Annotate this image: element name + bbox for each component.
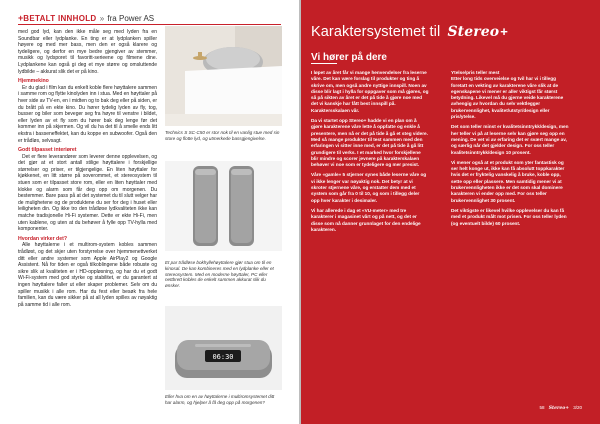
right-column-b: [451, 70, 569, 231]
technics-speaker-photo: [165, 26, 282, 126]
body-paragraph: Det er flere leverandører som leverer denne opplevelsen, og det gjør at et stort antall stilige høyttalere i forskjellige størrelser og priser, er tilgjengelige. En liten høyttaler for kjøkkenet, en litt større på soverommet, et stereosystem til stuen som er tilpasset store rom, eller en liten høyttaler med klokke og alarm som får deg opp om morgenen. Du bestemmer. Bare pass på at det systemet du til slutt velger har de mulighetene og de produktene du ser for deg i huset eller leiligheten din. Og ikke tro den trådløse lydkvaliteten ikke kan matche tradisjonelle Hi-Fi systemer. Dette er ekte Hi-Fi, men uten kablene, og uten at du behøver å fylle opp TV-hylla med komponenter.: [18, 153, 157, 233]
article-subtitle: Vi hører på dere: [311, 52, 387, 63]
subheading: Hvordan virker det?: [18, 235, 68, 242]
article-body: [18, 29, 157, 308]
footer-logo: Stereo+: [548, 406, 569, 411]
photo-caption: Eller hva om en av høyttalerne i multiromsystemet ditt har alarm, og hjelper å få deg opp på morgenen?: [165, 394, 275, 405]
article-title: [311, 24, 508, 40]
header-subtitle: fra Power AS: [107, 14, 155, 23]
right-page: [301, 0, 600, 424]
left-page: [0, 0, 299, 424]
logo-plus-mark: +: [500, 24, 508, 39]
bookshelf-speakers-illustration: [165, 161, 282, 251]
subheading: Ytelse/pris teller mest: [451, 70, 500, 75]
body-paragraph: med god lyd, kan den ikke måle seg med lyden fra en Soundbar eller lydplanke. En ting er at lydplanken spiller høyere og med mer bass, men den er også klarere og tydeligere, og derfor en mye bedre gjengiver av stemmer, musikk og lydsporet til favoritt-serieene og filmene dine. Lydplankene kan også gi deg et mye større og omsluttende lydbilde – akkurat slik det er på kino.: [18, 29, 157, 75]
body-paragraph: Vi mener også at et produkt som yter fantastisk og ser helt konge ut, ikke kan få absolutt toppkarakter hvis det er fryktelig vanskelig å bruke, koble opp, sette opp eller plassere. Men samtidig mener vi at brukervennligheten ikke er det som skal dominere karakteren vi ender opp med. For oss teller brukervennlighet 30 prosent.: [451, 159, 565, 203]
clock-speaker-photo: [165, 306, 282, 390]
body-paragraph: Det viktigste er likevel hvilke opplevelser du kan få med et produkt målt mot prisen. For oss teller lyden (og eventuelt bilde) 60 prosent.: [451, 207, 567, 226]
bookshelf-speakers-photo: [165, 161, 282, 251]
subtitle-rule: [311, 63, 337, 64]
body-paragraph: Det som teller minst er kvalitetsinntrykk/design, men her teller vi på at leserne selv kan gjøre seg opp en mening. De vet vi av erfaring det er svært mange av, og særlig når det gjelder design. For oss teller kvalitetsinntrykk/design 10 prosent.: [451, 124, 569, 155]
body-paragraph: Er du glad i film kan du enkelt koble flere høyttalere sammen i samme rom og flytte kinolyden inn i stua. Med en høyttaler på hver side av TV-en, en i midten og to bak deg eller på siden, er du brått på en ekte kino. Du hører tydelig lyden av fly, tog, busser og biler som beveger seg fra høyre til venstre i bildet, eller lyden av et fly som du hører bak deg lenge før det kommer inn på skjermen. Og vil du ha det til å smelle ends litt ekstra i basseneffektet, kan du koppe en subwoofer. Også den er trådløs, selvsagt.: [18, 84, 157, 144]
page-footer: [539, 405, 582, 411]
header-title: BETALT INNHOLD: [23, 14, 97, 23]
photo-caption: Technics S SC-C50 er stor nok til en vanlig stue med sin store og flotte lyd, og utmerkede bassgjengivelse.: [165, 130, 280, 141]
clock-time-display: 06:30: [212, 353, 234, 361]
body-paragraph: Våre «gamle» 5 stjerner synes både leserne våre og vi ikke lenger var nøyaktig nok. Det betyr at vi skroter stjernene våre, og erstatter dem med et system som går fra 0 til 10, og som i tillegg deler opp hver karakter i desimaler.: [311, 172, 427, 203]
body-paragraph: Alle høyttalerne i et multirom-system kobles sammen trådløst, og det skjer uten forstyrrelse over hjemmenettverket ditt eller andre systemer som Apple AirPlay2 og Google Assistent. Nå for tiden er også tilkoblingene både robuste og sikre slik at kvaliteten er i HD-oppløsning, og har du et godt Wi-Fi-system med god styrke og stabilitet, er du garantert at ingen høyttalere faller ut eller skaper problemer. Selv om du spiller musikk i alle rom. Har du fest eller besøk fra hele familien, kan du være sikker på at all lyden spilles av nøyaktig på samme tid i alle rom.: [18, 242, 157, 308]
body-paragraph: Vi har allerede i dag et «VU-meter» med tre karakterer i magasinet vårt og på nett, og det er disse som nå danner grunnlaget for den endelige karakteren.: [311, 207, 421, 232]
section-header: [18, 13, 154, 23]
issue-number: 3/20: [573, 405, 582, 410]
title-text: Karaktersystemet til: [311, 24, 441, 40]
page-number: 58: [539, 405, 545, 410]
header-plus-mark: +: [18, 13, 24, 23]
header-separator: »: [99, 14, 105, 23]
subheading: Godt tilpasset interiøret: [18, 147, 77, 154]
body-paragraph: Etter long tids overveielse og tvil har vi i tillegg foretatt en vekting av karakterene våre slik at de egenskapene vi mener er aller viktigst får størst betydning. Likevel må du gjerne veide karakterene avhengig av hvordan du selv vektlegger brukervennlighet, kvalitet/utstyr/design eller pris/ytelse.: [451, 76, 564, 120]
technics-speaker-illustration: [165, 26, 282, 126]
body-paragraph: Da vi startet opp Stereo+ hadde vi en plan om å gjøre karakterene våre lette å oppfatte og enkle å presentere, men nå er det på tide å gå et steg videre. Med så mange produkter til test sammen med den erfaringen vi sitter inne med, er det på tide å gå litt grundigere til verks. I et marked hvor forskjellene blir mindre og scorer jevnere på karakterskalaen behøver vi noe som er tydeligere og mer presist.: [311, 118, 428, 168]
clock-speaker-illustration: [165, 306, 282, 390]
header-rule: [18, 24, 281, 25]
right-column-a: [311, 70, 429, 237]
body-paragraph: I løpet av året får vi mange henvendelser fra leserne våre. Det kan være forslag til produkter og ting å skrive om, men også andre nyttige innspill. Noen av disse blir lagt i hylla for oppgaver som må gjøres, og så på sikten av året er det på tide å gjøre noe med det vi kanskje har fått best innspill på. Karaktersskalaen vår.: [311, 70, 429, 113]
subheading: Hjemmekino: [18, 78, 49, 85]
photo-caption: Et par trådløse bokhyllehøyttalere gjør stua om til en kinosal. De kan kombineres med en lydplanke eller et stereosystem. Med en moderne høyttaler, PC eller nettbrett kobles de enkelt sammen akkurat slik du ønsker.: [165, 260, 274, 289]
stereo-logo: Stereo: [447, 24, 500, 40]
